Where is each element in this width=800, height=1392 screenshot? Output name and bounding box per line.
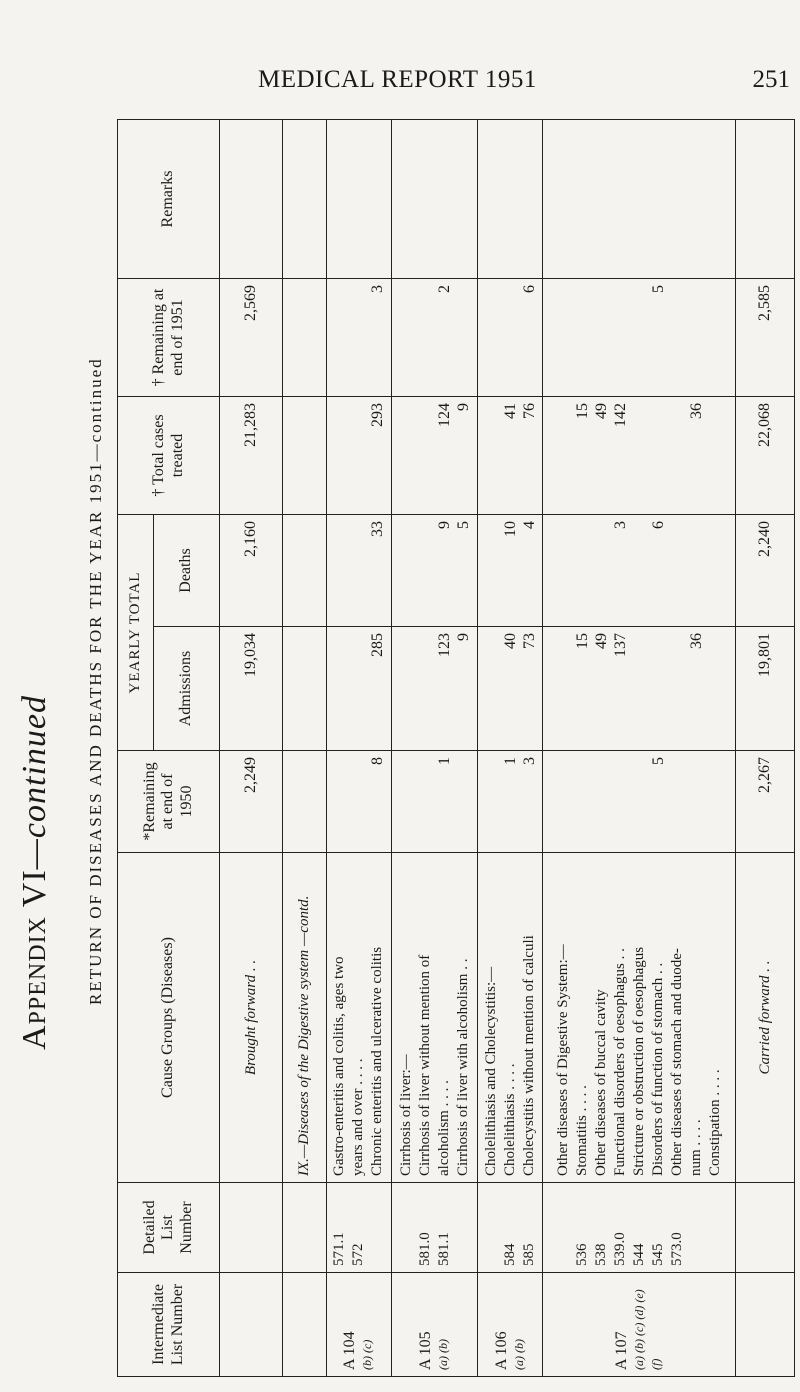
subgroup-letter: (b): [511, 1339, 526, 1353]
detailed-number-line: 585: [520, 1243, 537, 1266]
cause-text-line: Functional disorders of oesophagus . .: [611, 948, 628, 1176]
cause-text-line: Other diseases of buccal cavity: [592, 989, 609, 1176]
total-cases-line: [630, 403, 649, 508]
total-cases: [478, 397, 543, 515]
subgroup-letter: (c): [360, 1339, 375, 1353]
remaining-1951-line: [416, 285, 435, 390]
cause-text: [327, 853, 392, 1183]
remaining-1950-line: [592, 757, 611, 846]
cause-text-line: Other diseases of stomach and duode-: [668, 948, 685, 1176]
remarks-cell: [478, 120, 543, 279]
remaining-1950-line: 1: [435, 757, 453, 765]
remaining-1951-line: [554, 285, 573, 390]
subgroup-letter: (b): [436, 1339, 451, 1353]
total-cases-line: 15: [573, 403, 591, 419]
total-cases-line: 36: [687, 403, 705, 419]
remaining-1950-line: [668, 757, 687, 846]
admissions-line: 36: [687, 633, 705, 649]
col-yearly-total: YEARLY TOTAL: [118, 515, 154, 751]
remaining-1950-line: [573, 757, 592, 846]
remaining-1951: [327, 279, 392, 397]
cause-text-line: Stomatitis . . . .: [573, 1085, 590, 1176]
disease-group-row: [327, 120, 392, 1377]
intermediate-number: [478, 1273, 543, 1377]
remaining-1951: [478, 279, 543, 397]
detailed-number-line: [454, 1189, 473, 1266]
intermediate-code: A 104: [341, 1331, 359, 1370]
deaths-line: [482, 521, 501, 620]
detailed-number-line: 573.0: [668, 1232, 685, 1266]
remaining-1950-line: [687, 757, 706, 846]
deaths-line: 4: [520, 521, 538, 529]
detailed-number-line: 571.1: [331, 1232, 348, 1266]
remarks-cell: [327, 120, 392, 279]
remaining-1950-line: [482, 757, 501, 846]
intermediate-code: A 105: [417, 1331, 435, 1370]
remaining-1950-line: [349, 757, 368, 846]
deaths: [478, 515, 543, 627]
total-cases: [391, 397, 477, 515]
cell: 2,267: [736, 751, 795, 853]
col-remaining-1950: *Remaining at end of 1950: [118, 751, 220, 853]
col-detailed: Detailed List Number: [118, 1183, 220, 1273]
deaths-line: 6: [649, 521, 667, 529]
detailed-number-line: [368, 1189, 387, 1266]
cause-text-line: Cirrhosis of liver:—: [397, 1054, 414, 1176]
cell: [736, 1273, 795, 1377]
cause-text-line: Constipation . . . .: [706, 1069, 723, 1176]
section-title-row: [283, 120, 327, 1377]
admissions-line: 123: [435, 633, 453, 657]
remaining-1950: [543, 751, 736, 853]
disease-group-row: [478, 120, 543, 1377]
admissions: [478, 627, 543, 751]
admissions-line: [649, 633, 668, 744]
deaths-line: [706, 521, 725, 620]
disease-group-row: [391, 120, 477, 1377]
detailed-number-line: [706, 1189, 725, 1266]
remaining-1951: [543, 279, 736, 397]
deaths-line: 5: [454, 521, 472, 529]
detailed-number-line: 536: [573, 1243, 590, 1266]
deaths-line: [668, 521, 687, 620]
cell: 2,249: [220, 751, 283, 853]
detailed-number-line: [482, 1189, 501, 1266]
remaining-1950: [327, 751, 392, 853]
cause-text: [478, 853, 543, 1183]
total-cases-line: [330, 403, 349, 508]
deaths-line: [416, 521, 435, 620]
running-header: [250, 66, 790, 106]
remaining-1951-line: [630, 285, 649, 390]
remaining-1950-line: [454, 757, 473, 846]
remaining-1950: [478, 751, 543, 853]
subgroup-letter: (b): [632, 1339, 647, 1353]
remaining-1951-line: 3: [369, 285, 387, 293]
col-cause: Cause Groups (Diseases): [118, 853, 220, 1183]
admissions-line: [330, 633, 349, 744]
deaths: [391, 515, 477, 627]
admissions: [327, 627, 392, 751]
total-cases-line: 124: [435, 403, 453, 427]
total-cases-line: 293: [369, 403, 387, 427]
intermediate-number: [391, 1273, 477, 1377]
deaths-line: 9: [435, 521, 453, 529]
deaths-line: [687, 521, 706, 620]
admissions-line: 137: [611, 633, 629, 657]
total-cases-line: 41: [501, 403, 519, 419]
detailed-number-line: 581.1: [435, 1232, 452, 1266]
cell: 2,585: [736, 279, 795, 397]
cause-text-line: Chronic enteritis and ulcerative colitis: [369, 946, 386, 1176]
total-cases-line: [416, 403, 435, 508]
remaining-1950-line: [554, 757, 573, 846]
total-cases-line: 49: [592, 403, 610, 419]
admissions-line: 9: [454, 633, 472, 641]
remaining-1950-line: [397, 757, 416, 846]
remaining-1951-line: [611, 285, 630, 390]
deaths-line: [397, 521, 416, 620]
admissions-line: 73: [520, 633, 538, 649]
admissions-line: [668, 633, 687, 744]
cause-text-line: Disorders of function of stomach . .: [649, 962, 666, 1176]
admissions-line: 15: [573, 633, 591, 649]
detailed-number: [543, 1183, 736, 1273]
cause-text-line: years and over . . . .: [350, 1058, 367, 1176]
remaining-1951-line: [668, 285, 687, 390]
remaining-1951-line: 6: [520, 285, 538, 293]
remaining-1951-line: 5: [649, 285, 667, 293]
deaths: [327, 515, 392, 627]
cause-text-line: Cirrhosis of liver without mention of: [416, 954, 433, 1176]
total-cases-line: 142: [611, 403, 629, 427]
cause-text-line: Cirrhosis of liver with alcoholism . .: [454, 958, 471, 1176]
detailed-number-line: [397, 1189, 416, 1266]
subgroup-letter: (e): [632, 1289, 647, 1303]
cell: 2,160: [220, 515, 283, 627]
deaths-line: [592, 521, 611, 620]
total-cases: [327, 397, 392, 515]
detailed-number: [391, 1183, 477, 1273]
disease-return-table: [117, 119, 795, 1377]
remaining-1951: [391, 279, 477, 397]
remaining-1950-line: 3: [520, 757, 538, 765]
remaining-1951-line: [501, 285, 520, 390]
cell: 2,240: [736, 515, 795, 627]
total-cases-line: [706, 403, 725, 508]
subgroup-letter: (c): [632, 1322, 647, 1336]
detailed-number-line: [687, 1189, 706, 1266]
detailed-number-line: 538: [592, 1243, 609, 1266]
cause-text-line: num . . . .: [687, 1119, 704, 1176]
cell: 19,801: [736, 627, 795, 751]
cell: 19,034: [220, 627, 283, 751]
remaining-1950-line: 8: [369, 757, 387, 765]
admissions: [391, 627, 477, 751]
detailed-number-line: 545: [649, 1243, 666, 1266]
cause-text-line: Cholelithiasis . . . .: [501, 1063, 518, 1176]
report-title: MEDICAL REPORT 1951: [258, 66, 537, 93]
cause-text-line: Cholecystitis without mention of calculi: [520, 935, 537, 1176]
total-cases-line: [668, 403, 687, 508]
remaining-1951-line: [349, 285, 368, 390]
cause-text: [391, 853, 477, 1183]
admissions: [543, 627, 736, 751]
detailed-number-line: 572: [350, 1243, 367, 1266]
remaining-1950-line: [706, 757, 725, 846]
brought-forward-row: [220, 120, 283, 1377]
deaths-line: [330, 521, 349, 620]
col-total-cases: † Total cases treated: [118, 397, 220, 515]
intermediate-number: [543, 1273, 736, 1377]
deaths-line: [630, 521, 649, 620]
remaining-1950-line: 5: [649, 757, 667, 765]
cell: 22,068: [736, 397, 795, 515]
remaining-1951-line: [397, 285, 416, 390]
subgroup-letter: (a): [632, 1356, 647, 1370]
total-cases-line: 76: [520, 403, 538, 419]
carried-forward-row: [736, 120, 795, 1377]
col-remarks: Remarks: [118, 120, 220, 279]
detailed-number-line: 539.0: [611, 1232, 628, 1266]
detailed-number-line: 581.0: [416, 1232, 433, 1266]
subgroup-letter: (a): [511, 1356, 526, 1370]
intermediate-code: A 107: [613, 1331, 631, 1370]
detailed-number-line: 544: [630, 1243, 647, 1266]
remaining-1951-line: [330, 285, 349, 390]
remaining-1951-line: [706, 285, 725, 390]
deaths-line: 33: [369, 521, 387, 537]
cause-text-line: Other diseases of Digestive System:—: [554, 944, 571, 1176]
intermediate-number: [327, 1273, 392, 1377]
total-cases-line: [397, 403, 416, 508]
subgroup-letter: (f): [649, 1358, 664, 1370]
remaining-1951-line: [687, 285, 706, 390]
remaining-1950-line: [630, 757, 649, 846]
remaining-1950-line: [416, 757, 435, 846]
return-caption: RETURN OF DISEASES AND DEATHS FOR THE YEAR 1951—continued: [86, 357, 105, 1005]
admissions-line: [349, 633, 368, 744]
admissions-line: 285: [369, 633, 387, 657]
deaths-line: 3: [611, 521, 629, 529]
intermediate-code: A 106: [492, 1331, 510, 1370]
admissions-line: 40: [501, 633, 519, 649]
deaths: [543, 515, 736, 627]
total-cases-line: [649, 403, 668, 508]
carried-forward-label: Carried forward . .: [736, 853, 795, 1183]
cause-text-line: Stricture or obstruction of oesophagus: [630, 946, 647, 1176]
remaining-1950: [391, 751, 477, 853]
deaths-line: 10: [501, 521, 519, 537]
admissions-line: 49: [592, 633, 610, 649]
admissions-line: [554, 633, 573, 744]
remaining-1951-line: 2: [435, 285, 453, 293]
disease-group-row: [543, 120, 736, 1377]
cell: [736, 1183, 795, 1273]
total-cases-line: [482, 403, 501, 508]
cell: 2,569: [220, 279, 283, 397]
col-deaths: Deaths: [154, 515, 220, 627]
admissions-line: [416, 633, 435, 744]
detailed-number: [478, 1183, 543, 1273]
cell: 21,283: [220, 397, 283, 515]
admissions-line: [397, 633, 416, 744]
remaining-1951-line: [454, 285, 473, 390]
total-cases-line: 9: [454, 403, 472, 411]
total-cases-line: [554, 403, 573, 508]
detailed-number-line: [554, 1189, 573, 1266]
subgroup-letter: (b): [360, 1356, 375, 1370]
remaining-1950-line: [330, 757, 349, 846]
admissions-line: [482, 633, 501, 744]
remarks-cell: [543, 120, 736, 279]
remaining-1951-line: [482, 285, 501, 390]
col-intermediate: Intermediate List Number: [118, 1273, 220, 1377]
total-cases-line: [349, 403, 368, 508]
admissions-line: [706, 633, 725, 744]
section-title: IX.—Diseases of the Digestive system —contd.: [283, 853, 327, 1183]
total-cases: [543, 397, 736, 515]
detailed-number: [327, 1183, 392, 1273]
cause-text-line: Gastro-enteritis and colitis, ages two: [331, 956, 348, 1176]
page-number: 251: [752, 66, 790, 93]
remaining-1951-line: [592, 285, 611, 390]
subgroup-letter: (a): [436, 1356, 451, 1370]
deaths-line: [573, 521, 592, 620]
appendix-caption: Appendix VI—continued: [16, 695, 53, 1050]
brought-forward-label: Brought forward . .: [220, 853, 283, 1183]
cause-text-line: Cholelithiasis and Cholecystitis:—: [482, 966, 499, 1176]
deaths-line: [554, 521, 573, 620]
remaining-1950-line: [611, 757, 630, 846]
cell: [736, 120, 795, 279]
col-remaining-1951: † Remaining at end of 1951: [118, 279, 220, 397]
cause-text: [543, 853, 736, 1183]
cause-text-line: alcoholism . . . .: [435, 1080, 452, 1176]
remaining-1951-line: [573, 285, 592, 390]
remarks-cell: [391, 120, 477, 279]
remaining-1950-line: 1: [501, 757, 519, 765]
col-admissions: Admissions: [154, 627, 220, 751]
subgroup-letter: (d): [632, 1305, 647, 1320]
admissions-line: [630, 633, 649, 744]
deaths-line: [349, 521, 368, 620]
detailed-number-line: 584: [501, 1243, 518, 1266]
